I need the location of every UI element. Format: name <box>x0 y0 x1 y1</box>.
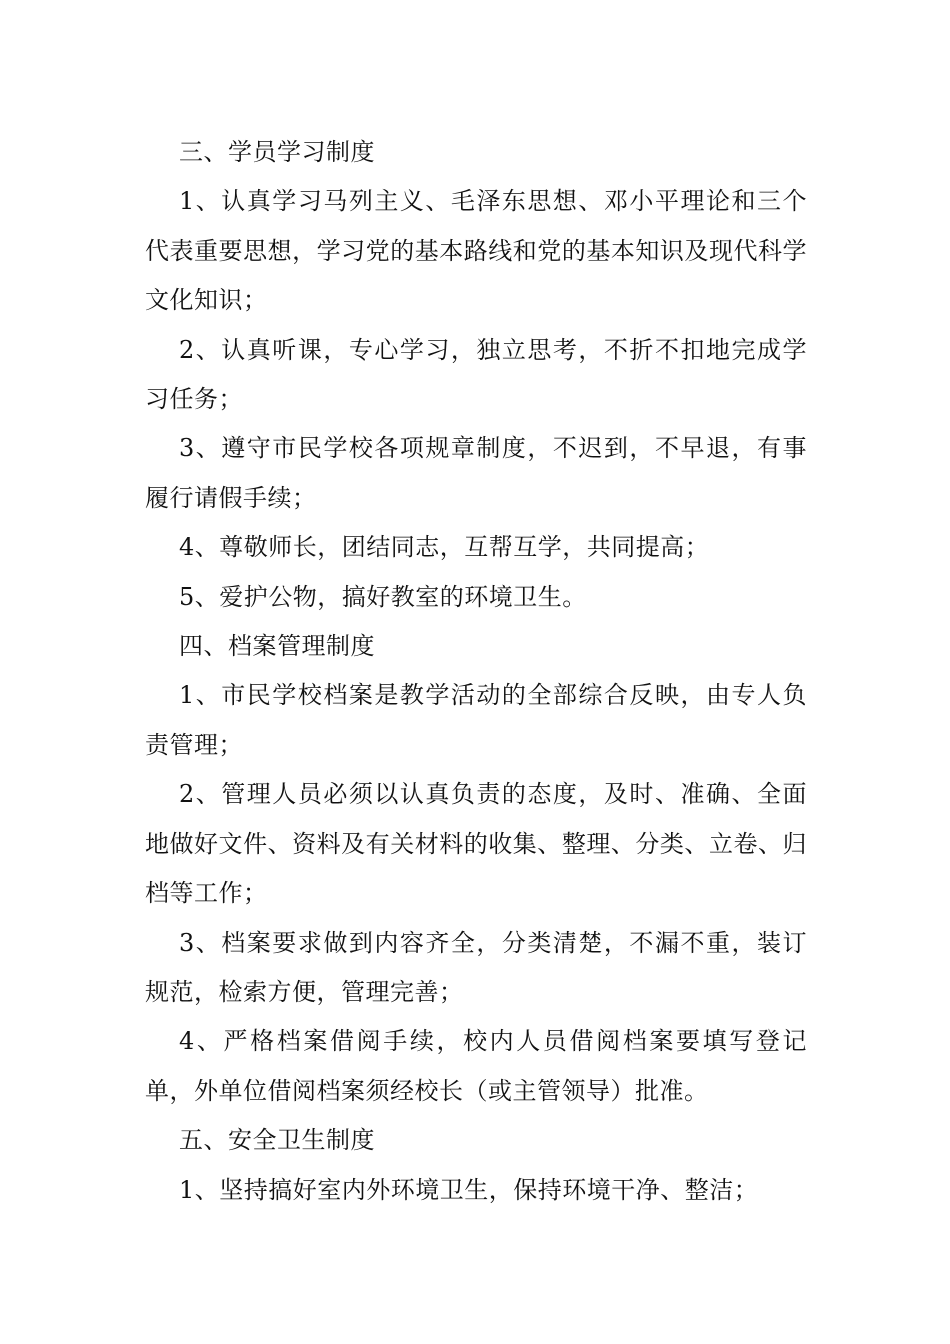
list-item: 1、坚持搞好室内外环境卫生，保持环境干净、整洁； <box>179 1175 759 1204</box>
list-item: 4、尊敬师长，团结同志，互帮互学，共同提高； <box>179 533 710 562</box>
list-item: 1、市民学校档案是教学活动的全部综合反映，由专人负责管理； <box>145 681 807 759</box>
document-body <box>145 128 807 1215</box>
list-item: 5、爱护公物，搞好教室的环境卫生。 <box>179 582 587 611</box>
list-item: 3、档案要求做到内容齐全，分类清楚，不漏不重，装订规范，检索方便，管理完善； <box>145 928 807 1006</box>
section-heading: 四、档案管理制度 <box>179 632 375 661</box>
section-heading: 三、学员学习制度 <box>179 138 375 166</box>
list-item: 4、严格档案借阅手续，校内人员借阅档案要填写登记单，外单位借阅档案须经校长（或主管领导）批准。 <box>145 1027 807 1105</box>
list-item: 2、认真听课，专心学习，独立思考，不折不扣地完成学习任务； <box>145 335 807 414</box>
list-item: 2、管理人员必须以认真负责的态度，及时、准确、全面地做好文件、资料及有关材料的收集、整理、分类、立卷、归档等工作； <box>145 780 807 908</box>
list-item: 3、遵守市民学校各项规章制度，不迟到，不早退，有事履行请假手续； <box>145 434 807 512</box>
section-heading: 五、安全卫生制度 <box>179 1126 375 1155</box>
list-item: 1、认真学习马列主义、毛泽东思想、邓小平理论和三个代表重要思想，学习党的基本路线和党的基本知识及现代科学文化知识； <box>145 187 807 315</box>
